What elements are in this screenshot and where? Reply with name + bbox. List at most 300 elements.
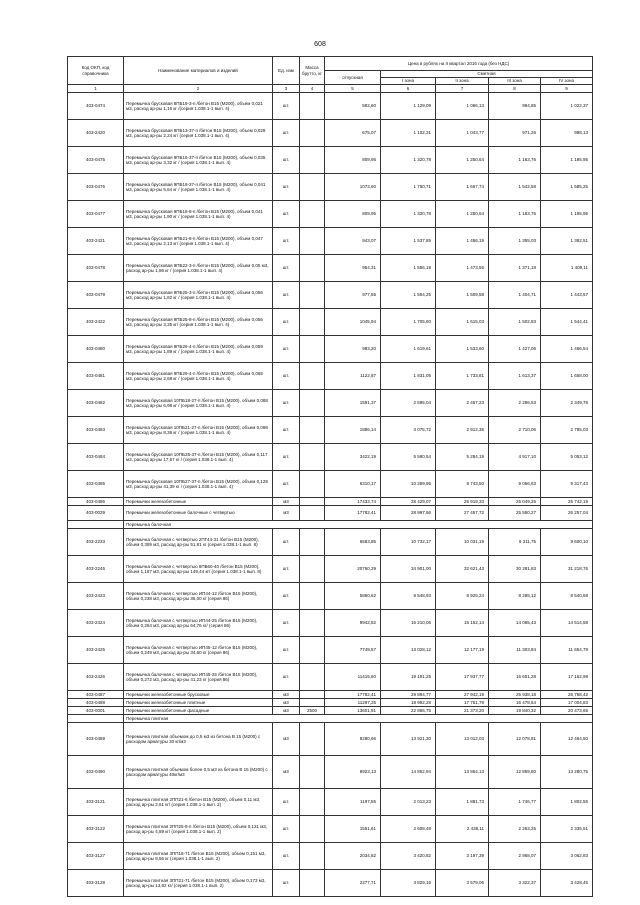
price-zone-1-cell: 1 537,85 (381, 228, 436, 255)
price-zone-3-cell: 2 968,07 (489, 843, 541, 870)
unit-cell: м3 (273, 707, 300, 715)
mass-cell (300, 691, 325, 699)
code-cell: 403-0477 (68, 201, 124, 228)
mass-cell (300, 174, 325, 201)
code-cell: 403-0489 (68, 723, 124, 756)
price-zone-4-cell: 8 540,68 (541, 583, 593, 610)
table-row (68, 637, 593, 664)
code-cell: 403-2426 (68, 664, 124, 691)
unit-cell: м3 (273, 723, 300, 756)
price-zone-1-cell: 1 594,25 (381, 282, 436, 309)
price-zone-2-cell: 3 197,39 (436, 843, 489, 870)
price-zone-1-cell: 1 102,31 (381, 120, 436, 147)
price-zone-1-cell: 10 289,95 (381, 471, 436, 498)
unit-cell: м3 (273, 699, 300, 707)
mass-cell (300, 282, 325, 309)
code-cell: 403-2423 (68, 583, 124, 610)
price-zone-2-cell: 3 579,06 (436, 870, 489, 897)
mass-cell (300, 444, 325, 471)
header-zone-1: I зона (381, 78, 436, 85)
unit-cell: шт. (273, 637, 300, 664)
price-zone-2-cell: 1 066,13 (436, 93, 489, 120)
unit-cell: шт. (273, 870, 300, 897)
code-cell: 403-0478 (68, 255, 124, 282)
price-zone-4-cell: 26 257,04 (541, 506, 593, 521)
mass-cell (300, 756, 325, 789)
header-code: Код ОКП, код справочника (68, 57, 124, 85)
table-row (68, 529, 593, 556)
price-zone-2-cell: 27 942,19 (436, 691, 489, 699)
name-cell: Перемычка брусковая 10ПБ18-27-п /бетон В15 (М200), объем 0,088 м3, расход ар-ры 6,98 кг / (серия 1.038.1-1 вып. 4) (124, 390, 273, 417)
mass-cell (300, 789, 325, 816)
unit-cell: шт. (273, 664, 300, 691)
col-index: 4 (300, 85, 325, 93)
name-cell: Перемычка плитная 3ПП21-71 /бетон В15 (М200), объем 0,173 м3, расход ар-ры 13,82 кг/ (серия 1.038.1-1 вып. 2) (124, 870, 273, 897)
mass-cell (300, 363, 325, 390)
price-zone-3-cell: 11 303,84 (489, 637, 541, 664)
header-price-title: Цена в рублях на II квартал 2016 года (без НДС) (325, 57, 593, 71)
section-row (68, 715, 593, 723)
header-unit: Ед. изм (273, 57, 300, 85)
price-release-cell: 943,07 (325, 228, 381, 255)
code-cell: 403-2233 (68, 529, 124, 556)
mass-cell (300, 816, 325, 843)
price-zone-4-cell: 2 785,03 (541, 417, 593, 444)
code-cell: 403-2422 (68, 309, 124, 336)
mass-cell (300, 471, 325, 498)
price-zone-1-cell: 1 320,78 (381, 201, 436, 228)
unit-cell: шт. (273, 174, 300, 201)
price-zone-3-cell: 3 322,37 (489, 870, 541, 897)
price-zone-3-cell: 2 286,53 (489, 390, 541, 417)
price-zone-1-cell: 1 320,78 (381, 147, 436, 174)
price-zone-4-cell: 26 768,42 (541, 691, 593, 699)
col-index: 5 (325, 85, 381, 93)
name-cell: Перемычка плитная объемом до 0,5 м3 из бетона В 15 (М200) с расходом арматуры 30 кг/м3 (124, 723, 273, 756)
name-cell: Перемычка плитная 2ПП25-8-п /бетон В15 (М200), объем 0,131 м3, расход ар-ры 4,89 кг/ (серия 1.038.1-1 вып. 2) (124, 816, 273, 843)
table-row (68, 843, 593, 870)
table-row (68, 556, 593, 583)
unit-cell: шт. (273, 282, 300, 309)
price-release-cell: 993,20 (325, 336, 381, 363)
price-zone-4-cell: 13 280,75 (541, 756, 593, 789)
code-cell: 403-2421 (68, 228, 124, 255)
name-cell: Перемычка балочная с четвертью ИП44-25 /бетон В15 (М200), объем 0,264 м3, расход ар-ры 64,76 кг/ (серия 86) (124, 610, 273, 637)
mass-cell (300, 870, 325, 897)
price-release-cell: 675,07 (325, 120, 381, 147)
code-cell: 403-0486 (68, 498, 124, 506)
price-zone-3-cell: 8 285,12 (489, 583, 541, 610)
price-zone-1-cell: 16 210,06 (381, 610, 436, 637)
code-cell: 403-0475 (68, 147, 124, 174)
name-cell: Перемычка брусковая 9ПБ18-37-п /бетон В15 (М200), объем 0,041 м3, расход ар-ры 5,64 кг / (серия 1.038.1-1 вып. 4) (124, 174, 273, 201)
price-zone-2-cell: 1 250,64 (436, 147, 489, 174)
code-cell: 403-0480 (68, 336, 124, 363)
price-zone-2-cell: 2 912,35 (436, 417, 489, 444)
mass-cell (300, 723, 325, 756)
price-zone-1-cell: 1 705,60 (381, 309, 436, 336)
price-zone-4-cell: 3 428,45 (541, 870, 593, 897)
header-zone-2: II зона (436, 78, 489, 85)
price-zone-1-cell: 28 997,66 (381, 506, 436, 521)
price-zone-2-cell: 13 864,13 (436, 756, 489, 789)
unit-cell: шт. (273, 147, 300, 174)
price-table (67, 56, 593, 897)
price-zone-1-cell: 5 580,54 (381, 444, 436, 471)
mass-cell (300, 309, 325, 336)
header-zone-3: III зона (489, 78, 541, 85)
table-row (68, 174, 593, 201)
mass-cell (300, 556, 325, 583)
price-zone-4-cell: 3 062,83 (541, 843, 593, 870)
table-row (68, 228, 593, 255)
price-zone-3-cell: 16 651,28 (489, 664, 541, 691)
price-zone-2-cell: 8 925,24 (436, 583, 489, 610)
price-zone-4-cell: 17 162,98 (541, 664, 593, 691)
price-zone-2-cell: 1 881,73 (436, 789, 489, 816)
price-zone-4-cell: 1 658,00 (541, 363, 593, 390)
price-zone-1-cell: 18 992,28 (381, 699, 436, 707)
price-release-cell: 8923,13 (325, 756, 381, 789)
unit-cell: шт. (273, 390, 300, 417)
price-release-cell: 2277,71 (325, 870, 381, 897)
code-cell: 403-3128 (68, 870, 124, 897)
table-row (68, 255, 593, 282)
mass-cell (300, 255, 325, 282)
price-zone-3-cell: 1 404,71 (489, 282, 541, 309)
price-zone-2-cell: 5 284,19 (436, 444, 489, 471)
header-release: отпускная (325, 71, 381, 85)
price-zone-1-cell: 1 556,19 (381, 255, 436, 282)
name-cell: Перемычка балочная с четвертью ИП45-12 /бетон В15 (М200), объем 0,249 м3, расход ар-ры 34,60 кг (серия 86) (124, 637, 273, 664)
price-zone-3-cell: 12 869,80 (489, 756, 541, 789)
price-zone-3-cell: 1 613,37 (489, 363, 541, 390)
price-zone-1-cell: 10 732,17 (381, 529, 436, 556)
header-estimate: Сметная (381, 71, 593, 78)
price-zone-1-cell: 3 420,82 (381, 843, 436, 870)
price-zone-4-cell: 9 317,43 (541, 471, 593, 498)
col-index: 6 (381, 85, 436, 93)
price-release-cell: 809,95 (325, 201, 381, 228)
unit-cell: шт. (273, 120, 300, 147)
price-release-cell: 17782,41 (325, 506, 381, 521)
price-release-cell: 1045,94 (325, 309, 381, 336)
table-row (68, 282, 593, 309)
mass-cell (300, 201, 325, 228)
price-release-cell: 1551,61 (325, 816, 381, 843)
header-mass: Масса брутто, кг (300, 57, 325, 85)
price-zone-1-cell: 9 548,93 (381, 583, 436, 610)
name-cell: Перемычка балочная с четвертью 2ПГ44-31 /бетон В15 (М200), объем 0,359 м3, расход ар-ры 51,81 кг (серия 1.038.1-1 вып. 8) (124, 529, 273, 556)
code-cell: 403-0476 (68, 174, 124, 201)
price-zone-2-cell: 12 177,19 (436, 637, 489, 664)
price-zone-4-cell: 1 802,55 (541, 789, 593, 816)
name-cell: Перемычка балочная с четвертью ИП44-12 /бетон В15 (М200), объем 0,238 м3, расход ар-ры 36,00 кг (серия 86) (124, 583, 273, 610)
price-zone-1-cell: 2 595,04 (381, 390, 436, 417)
price-zone-4-cell: 14 514,58 (541, 610, 593, 637)
unit-cell: шт. (273, 471, 300, 498)
code-cell: 403-0474 (68, 93, 124, 120)
name-cell: Перемычка брусковая 10ПБ27-37-п /бетон В15 (М200), объем 0,129 м3, расход ар-ры 41,39 кг / (серия 1.038.1-1 вып. 4) (124, 471, 273, 498)
name-cell: Перемычка брусковая 9ПБ25-8-п /бетон В15 (М200), объем 0,056 м3, расход ар-ры 3,35 кг/ (серия 1.038.1-1 вып. 4) (124, 309, 273, 336)
price-zone-3-cell: 16 478,64 (489, 699, 541, 707)
price-zone-4-cell: 9 600,10 (541, 529, 593, 556)
mass-cell (300, 120, 325, 147)
table-row (68, 506, 593, 521)
table-body (68, 93, 593, 897)
table-row (68, 870, 593, 897)
price-zone-1-cell: 29 894,77 (381, 691, 436, 699)
price-release-cell: 9942,82 (325, 610, 381, 637)
code-cell: 403-0490 (68, 756, 124, 789)
code-cell (68, 521, 124, 529)
mass-cell (300, 147, 325, 174)
table-row (68, 417, 593, 444)
price-zone-2-cell: 1 533,60 (436, 336, 489, 363)
unit-cell: шт. (273, 228, 300, 255)
unit-cell: шт. (273, 309, 300, 336)
code-cell: 403-2420 (68, 120, 124, 147)
price-zone-2-cell: 1 043,77 (436, 120, 489, 147)
mass-cell (300, 637, 325, 664)
name-cell: Перемычка брусковая 8ПБ19-3-п /бетон В15 (М200), объем 0,021 м3, расход ар-ры 1,16 кг /(серия 1.038.1-1 вып. 4) (124, 93, 273, 120)
name-cell: Перемычка брусковая 9ПБ29-4-п /бетон В15 (М200), объем 0,065 м3, расход ар-ры 2,68 кг / (серия 1.038.1-1 вып. 4) (124, 363, 273, 390)
unit-cell: шт. (273, 843, 300, 870)
price-zone-3-cell: 25 049,25 (489, 498, 541, 506)
unit-cell: шт. (273, 816, 300, 843)
price-zone-3-cell: 25 938,18 (489, 691, 541, 699)
price-release-cell: 1886,14 (325, 417, 381, 444)
name-cell: Перемычка брусковая 9ПБ26-4-п /бетон В15 (М200), объем 0,059 м3, расход ар-ры 1,89 кг / (серия 1.038.1-1 вып. 4) (124, 336, 273, 363)
price-zone-2-cell: 10 031,19 (436, 529, 489, 556)
price-release-cell: 1197,55 (325, 789, 381, 816)
name-cell: Перемычки железобетонные брусковые (124, 691, 273, 699)
unit-cell: шт. (273, 610, 300, 637)
unit-cell: шт. (273, 583, 300, 610)
col-index: 8 (489, 85, 541, 93)
price-release-cell: 7749,57 (325, 637, 381, 664)
unit-cell: шт. (273, 417, 300, 444)
price-zone-2-cell: 1 657,74 (436, 174, 489, 201)
price-zone-2-cell: 1 733,81 (436, 363, 489, 390)
table-row (68, 699, 593, 707)
price-release-cell: 1591,37 (325, 390, 381, 417)
unit-cell: шт. (273, 529, 300, 556)
price-zone-2-cell: 26 919,33 (436, 498, 489, 506)
price-zone-3-cell: 1 502,83 (489, 309, 541, 336)
col-index: 7 (436, 85, 489, 93)
price-zone-1-cell: 3 829,16 (381, 870, 436, 897)
price-zone-1-cell: 28 429,07 (381, 498, 436, 506)
price-zone-2-cell: 13 012,03 (436, 723, 489, 756)
mass-cell (300, 228, 325, 255)
mass-cell (300, 336, 325, 363)
col-index: 9 (541, 85, 593, 93)
price-release-cell: 11415,60 (325, 664, 381, 691)
price-zone-4-cell: 1 466,54 (541, 336, 593, 363)
price-zone-2-cell: 9 743,50 (436, 471, 489, 498)
unit-cell: м3 (273, 691, 300, 699)
name-cell: Перемычка балочная с четвертью ИП45-25 /бетон В15 (М200), объем 0,272 м3, расход ар-ры 41,23 кг (серия 86) (124, 664, 273, 691)
table-row (68, 390, 593, 417)
mass-cell (300, 498, 325, 506)
name-cell: Перемычка брусковая 9ПБ13-37-п /бетон В15 (М200), объем 0,029 м3, расход ар-ры 2,24 кг/ (серия 1.038.1-1 вып. 4) (124, 120, 273, 147)
code-cell: 403-0483 (68, 417, 124, 444)
table-row (68, 610, 593, 637)
code-cell: 403-2425 (68, 637, 124, 664)
mass-cell (300, 664, 325, 691)
code-cell: 403-0488 (68, 699, 124, 707)
price-zone-2-cell: 1 509,58 (436, 282, 489, 309)
name-cell: Перемычка брусковая 9ПБ16-37-п /бетон В15 (М200), объем 0,035 м3, расход ар-ры 3,32 кг / (серия 1.038.1-1 вып. 4) (124, 147, 273, 174)
name-cell: Перемычка плитная 2ПП21-6 /бетон В15 (М200), объем 0,11 м3, расход ар-ры 2,61 кг/ (серия 1.038.1-1 вып. 2) (124, 789, 273, 816)
price-zone-4-cell: 20 473,65 (541, 707, 593, 715)
unit-cell: шт. (273, 93, 300, 120)
unit-cell: м3 (273, 756, 300, 789)
table-row (68, 336, 593, 363)
price-zone-3-cell: 25 550,27 (489, 506, 541, 521)
price-zone-2-cell: 1 250,64 (436, 201, 489, 228)
unit-cell: м3 (273, 498, 300, 506)
price-zone-1-cell: 14 852,94 (381, 756, 436, 789)
name-cell: Перемычки железобетонные плитные (124, 699, 273, 707)
unit-cell: м3 (273, 506, 300, 521)
table-row (68, 664, 593, 691)
mass-cell (300, 390, 325, 417)
code-cell: 403-0487 (68, 691, 124, 699)
table-row (68, 583, 593, 610)
price-zone-1-cell: 13 028,12 (381, 637, 436, 664)
table-row (68, 498, 593, 506)
name-cell: Перемычки железобетонные (124, 498, 273, 506)
price-release-cell: 20760,29 (325, 556, 381, 583)
price-zone-3-cell: 1 542,58 (489, 174, 541, 201)
table-row (68, 723, 593, 756)
mass-cell (300, 529, 325, 556)
price-zone-2-cell: 32 621,43 (436, 556, 489, 583)
unit-cell: шт. (273, 789, 300, 816)
price-zone-3-cell: 1 427,06 (489, 336, 541, 363)
table-row (68, 120, 593, 147)
price-release-cell: 17433,74 (325, 498, 381, 506)
price-zone-4-cell: 25 742,19 (541, 498, 593, 506)
unit-cell: шт. (273, 336, 300, 363)
price-zone-4-cell: 1 544,41 (541, 309, 593, 336)
code-cell: 403-2424 (68, 610, 124, 637)
price-zone-1-cell: 1 619,61 (381, 336, 436, 363)
price-zone-3-cell: 12 078,81 (489, 723, 541, 756)
price-zone-3-cell: 30 281,83 (489, 556, 541, 583)
price-release-cell: 13601,91 (325, 707, 381, 715)
price-zone-4-cell: 1 392,51 (541, 228, 593, 255)
price-zone-2-cell: 1 456,19 (436, 228, 489, 255)
unit-cell: шт. (273, 444, 300, 471)
price-zone-4-cell: 5 053,12 (541, 444, 593, 471)
price-zone-1-cell: 3 075,72 (381, 417, 436, 444)
unit-cell: шт. (273, 201, 300, 228)
mass-cell (300, 417, 325, 444)
code-cell: 403-3127 (68, 843, 124, 870)
price-zone-3-cell: 4 917,10 (489, 444, 541, 471)
price-zone-2-cell: 27 457,72 (436, 506, 489, 521)
col-index: 2 (124, 85, 273, 93)
price-release-cell: 809,95 (325, 147, 381, 174)
code-cell: 403-0484 (68, 444, 124, 471)
name-cell: Перемычка плитная объемом более 0,5 м3 из бетона В 15 (М200) с расходом арматуры 40кг/м3 (124, 756, 273, 789)
price-release-cell: 592,60 (325, 93, 381, 120)
price-zone-1-cell: 13 921,30 (381, 723, 436, 756)
name-cell: Перемычка плитная 3ПП18-71 /бетон В15 (М200), объем 0,151 м3, расход ар-ры 9,56 кг (серия 1.038.1-1 вып. 2) (124, 843, 273, 870)
mass-cell: 2500 (300, 707, 325, 715)
name-cell: Перемычки железобетонные фасадные (124, 707, 273, 715)
header-name: Наименование материалов и изделий (124, 57, 273, 85)
price-zone-2-cell: 2 438,11 (436, 816, 489, 843)
price-release-cell: 1073,60 (325, 174, 381, 201)
price-zone-3-cell: 2 710,06 (489, 417, 541, 444)
unit-cell: шт. (273, 556, 300, 583)
mass-cell (300, 506, 325, 521)
price-zone-3-cell: 9 311,75 (489, 529, 541, 556)
mass-cell (300, 843, 325, 870)
table-row (68, 147, 593, 174)
table-row (68, 363, 593, 390)
price-zone-1-cell: 34 901,00 (381, 556, 436, 583)
price-zone-4-cell: 1 585,25 (541, 174, 593, 201)
col-index: 3 (273, 85, 300, 93)
price-release-cell: 17782,41 (325, 691, 381, 699)
name-cell: Перемычка балочная с четвертью 8ПБ60-40 /бетон В15 (М200), объем 1,187 м3, расход ар-ры 149,44 кг/ (серия 1.038.1-1 вып. 8) (124, 556, 273, 583)
price-zone-1-cell: 19 191,25 (381, 664, 436, 691)
price-zone-1-cell: 1 750,71 (381, 174, 436, 201)
column-index-row (68, 85, 593, 93)
mass-cell (300, 583, 325, 610)
price-zone-4-cell: 31 218,76 (541, 556, 593, 583)
price-zone-3-cell: 1 355,03 (489, 228, 541, 255)
price-zone-4-cell: 1 195,95 (541, 201, 593, 228)
price-zone-1-cell: 1 129,09 (381, 93, 436, 120)
table-row (68, 691, 593, 699)
mass-cell (300, 93, 325, 120)
price-zone-3-cell: 1 371,18 (489, 255, 541, 282)
table-row (68, 309, 593, 336)
price-zone-4-cell: 998,13 (541, 120, 593, 147)
price-release-cell: 977,65 (325, 282, 381, 309)
price-release-cell: 6583,85 (325, 529, 381, 556)
price-zone-4-cell: 1 409,11 (541, 255, 593, 282)
name-cell: Перемычка брусковая 9ПБ18-8-п /бетон В15 (М200), объем 0,041 м3, расход ар-ры 1,90 кг / (серия 1.038.1-1 вып. 4) (124, 201, 273, 228)
code-cell: 403-0479 (68, 282, 124, 309)
table-row (68, 444, 593, 471)
price-zone-3-cell: 14 065,43 (489, 610, 541, 637)
price-release-cell: 954,31 (325, 255, 381, 282)
code-cell: 403-0482 (68, 390, 124, 417)
price-zone-4-cell: 11 654,79 (541, 637, 593, 664)
code-cell: 403-0481 (68, 363, 124, 390)
table-row (68, 816, 593, 843)
section-title: Перемычка плитная (124, 715, 593, 723)
code-cell: 403-3122 (68, 816, 124, 843)
price-release-cell: 8280,66 (325, 723, 381, 756)
price-zone-2-cell: 21 373,20 (436, 707, 489, 715)
price-zone-4-cell: 2 335,51 (541, 816, 593, 843)
price-zone-2-cell: 2 457,23 (436, 390, 489, 417)
code-cell: 403-0485 (68, 471, 124, 498)
price-release-cell: 3422,19 (325, 444, 381, 471)
price-zone-3-cell: 1 163,76 (489, 201, 541, 228)
header-zone-4: IV зона (541, 78, 593, 85)
price-zone-4-cell: 1 443,57 (541, 282, 593, 309)
price-zone-2-cell: 15 152,14 (436, 610, 489, 637)
